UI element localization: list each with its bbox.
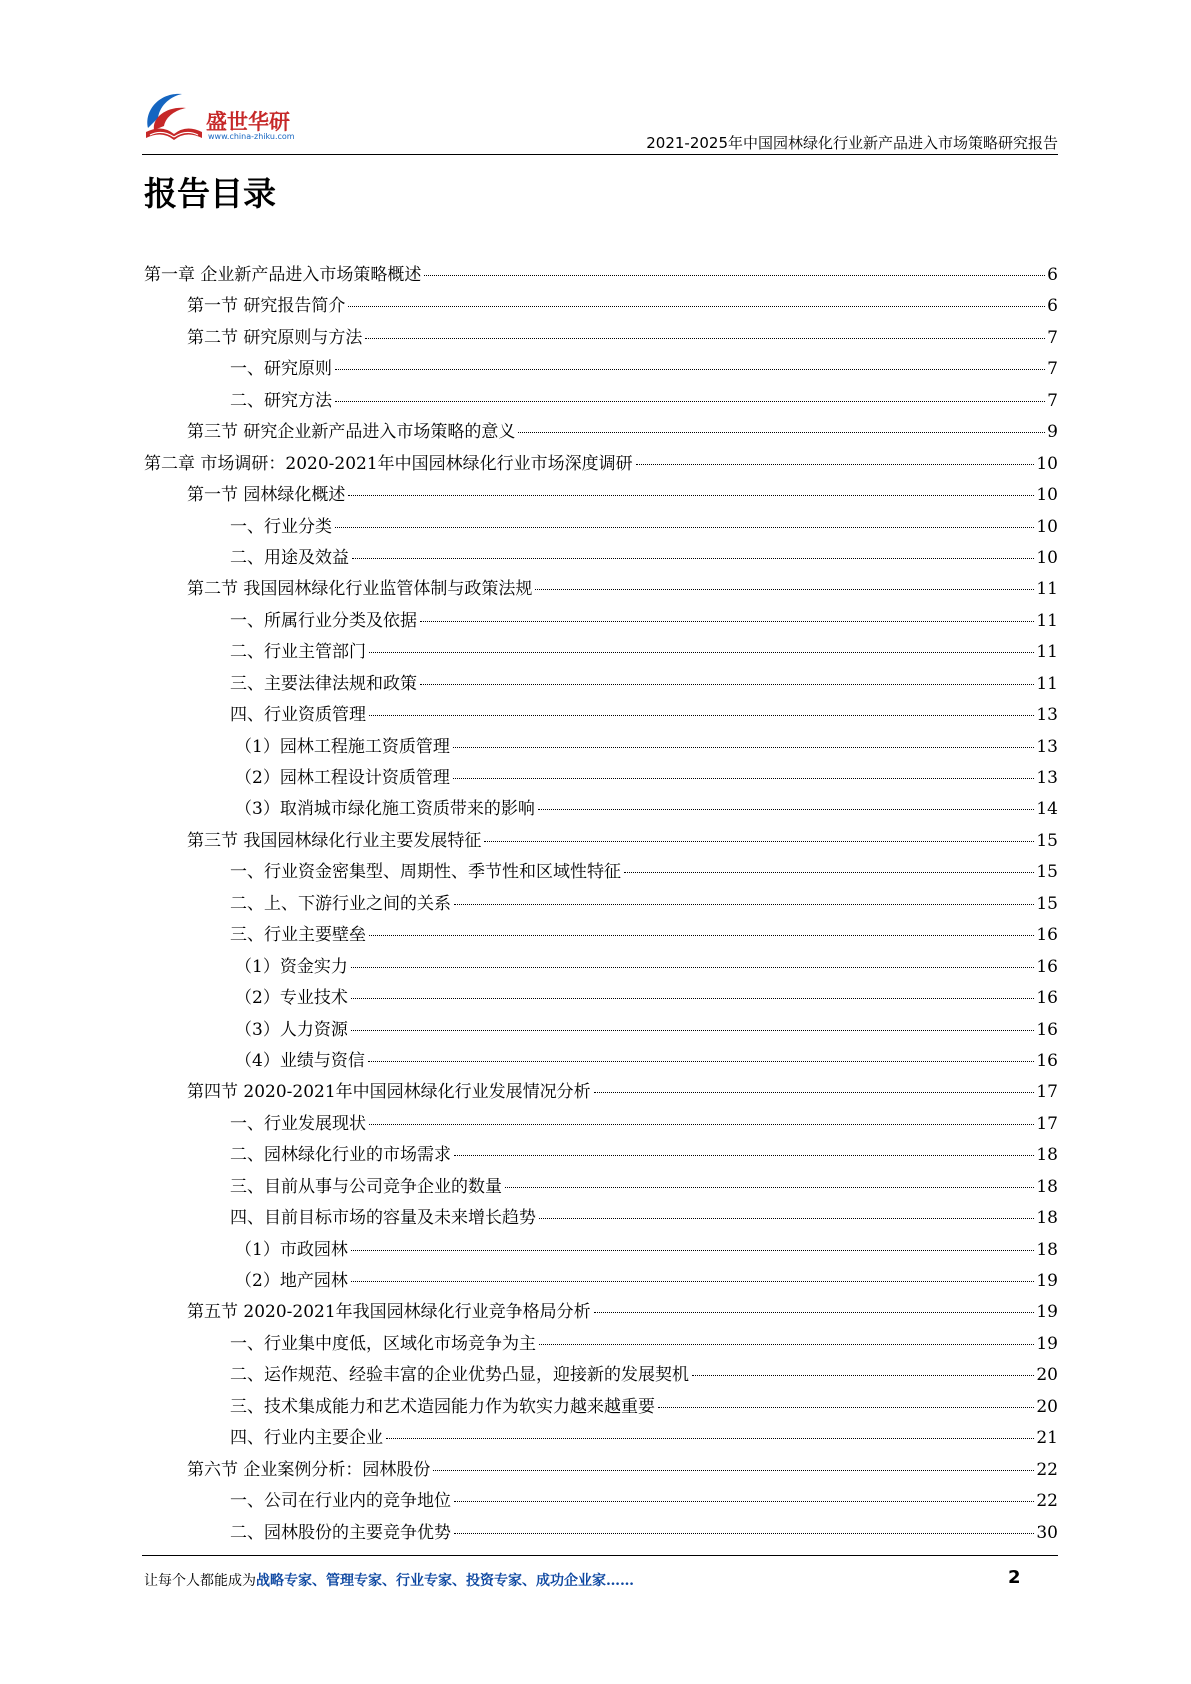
toc-dot-leader	[636, 464, 1035, 465]
toc-dot-leader	[420, 621, 1034, 622]
toc-entry[interactable]	[144, 417, 1058, 448]
toc-entry[interactable]	[144, 952, 1058, 983]
toc-entry-label: （4）业绩与资信	[235, 1050, 365, 1071]
toc-entry[interactable]	[144, 1297, 1058, 1328]
toc-entry-page: 18	[1036, 1176, 1058, 1197]
toc-dot-leader	[484, 841, 1034, 842]
toc-entry[interactable]	[144, 637, 1058, 668]
toc-dot-leader	[335, 527, 1034, 528]
page-header	[142, 84, 1058, 158]
toc-entry-label: 二、行业主管部门	[230, 642, 366, 663]
toc-entry[interactable]	[144, 920, 1058, 951]
toc-entry[interactable]	[144, 763, 1058, 794]
toc-entry-label: 四、行业资质管理	[230, 705, 366, 726]
toc-entry-page: 15	[1036, 830, 1058, 851]
toc-entry[interactable]	[144, 260, 1058, 291]
header-divider	[142, 154, 1058, 155]
toc-entry[interactable]	[144, 449, 1058, 480]
toc-entry-label: 二、运作规范、经验丰富的企业优势凸显，迎接新的发展契机	[230, 1365, 689, 1386]
toc-entry-label: 第六节 企业案例分析：园林股份	[187, 1459, 431, 1480]
toc-entry-page: 30	[1036, 1522, 1058, 1543]
toc-dot-leader	[453, 747, 1035, 748]
toc-entry-label: （1）资金实力	[235, 956, 348, 977]
toc-entry-page: 19	[1036, 1333, 1058, 1354]
toc-dot-leader	[369, 935, 1034, 936]
toc-entry-label: （3）取消城市绿化施工资质带来的影响	[235, 799, 535, 820]
toc-entry-label: 第二章 市场调研：2020-2021年中国园林绿化行业市场深度调研	[144, 453, 633, 474]
toc-entry-page: 20	[1036, 1365, 1058, 1386]
toc-entry[interactable]	[144, 1140, 1058, 1171]
toc-entry[interactable]	[144, 1392, 1058, 1423]
toc-entry[interactable]	[144, 1266, 1058, 1297]
table-of-contents	[144, 260, 1058, 1549]
toc-entry[interactable]	[144, 1360, 1058, 1391]
toc-entry[interactable]	[144, 794, 1058, 825]
toc-entry[interactable]	[144, 732, 1058, 763]
toc-dot-leader	[351, 1250, 1035, 1251]
toc-entry[interactable]	[144, 480, 1058, 511]
toc-entry-page: 18	[1036, 1239, 1058, 1260]
footer-slogan	[144, 1570, 634, 1590]
toc-entry-label: 一、研究原则	[230, 359, 332, 380]
toc-entry[interactable]	[144, 291, 1058, 322]
toc-entry-page: 13	[1036, 736, 1058, 757]
toc-dot-leader	[454, 1501, 1034, 1502]
toc-entry[interactable]	[144, 983, 1058, 1014]
toc-entry-label: 三、主要法律法规和政策	[230, 673, 417, 694]
toc-entry-page: 7	[1047, 327, 1058, 348]
toc-dot-leader	[539, 1344, 1034, 1345]
toc-entry-label: （2）地产园林	[235, 1271, 348, 1291]
toc-entry[interactable]	[144, 1486, 1058, 1517]
toc-dot-leader	[454, 1533, 1034, 1534]
toc-entry[interactable]	[144, 669, 1058, 700]
toc-dot-leader	[424, 275, 1045, 276]
toc-dot-leader	[386, 1438, 1034, 1439]
toc-entry-label: 二、用途及效益	[230, 547, 349, 568]
toc-entry[interactable]	[144, 606, 1058, 637]
toc-entry-label: （2）园林工程设计资质管理	[235, 768, 450, 788]
report-title: 2021-2025年中国园林绿化行业新产品进入市场策略研究报告	[646, 134, 1058, 152]
toc-entry-page: 18	[1036, 1145, 1058, 1166]
toc-entry-page: 22	[1036, 1491, 1058, 1512]
toc-entry-page: 9	[1047, 422, 1058, 443]
toc-entry-label: 三、行业主要壁垒	[230, 925, 366, 946]
toc-entry-page: 16	[1036, 988, 1058, 1009]
toc-entry[interactable]	[144, 1015, 1058, 1046]
toc-entry[interactable]	[144, 857, 1058, 888]
toc-dot-leader	[538, 809, 1035, 810]
toc-entry[interactable]	[144, 889, 1058, 920]
toc-dot-leader	[369, 652, 1034, 653]
toc-entry[interactable]	[144, 700, 1058, 731]
toc-entry[interactable]	[144, 1329, 1058, 1360]
toc-dot-leader	[420, 684, 1034, 685]
toc-dot-leader	[535, 589, 1034, 590]
toc-dot-leader	[505, 1187, 1034, 1188]
toc-entry-label: 一、行业资金密集型、周期性、季节性和区域性特征	[230, 862, 621, 883]
toc-entry-page: 16	[1036, 956, 1058, 977]
toc-entry-label: 第一节 园林绿化概述	[187, 485, 346, 506]
toc-dot-leader	[692, 1375, 1034, 1376]
toc-entry-page: 20	[1036, 1396, 1058, 1417]
toc-entry-label: 一、行业集中度低，区域化市场竞争为主	[230, 1333, 536, 1354]
toc-entry-page: 10	[1036, 516, 1058, 537]
toc-dot-leader	[351, 998, 1035, 999]
toc-dot-leader	[369, 715, 1034, 716]
toc-entry-label: 一、所属行业分类及依据	[230, 610, 417, 631]
toc-entry-label: （1）园林工程施工资质管理	[235, 736, 450, 757]
toc-entry-page: 19	[1036, 1271, 1058, 1291]
toc-dot-leader	[348, 306, 1045, 307]
toc-dot-leader	[454, 1155, 1034, 1156]
toc-entry-label: 三、技术集成能力和艺术造园能力作为软实力越来越重要	[230, 1396, 655, 1417]
toc-entry-page: 11	[1036, 673, 1058, 694]
toc-entry-label: 第一节 研究报告简介	[187, 296, 346, 317]
toc-dot-leader	[518, 432, 1045, 433]
toc-entry[interactable]	[144, 1046, 1058, 1077]
toc-entry[interactable]	[144, 323, 1058, 354]
toc-dot-leader	[348, 495, 1034, 496]
toc-dot-leader	[352, 558, 1034, 559]
toc-entry-label: 二、研究方法	[230, 390, 332, 411]
toc-entry[interactable]	[144, 1455, 1058, 1486]
toc-entry[interactable]	[144, 354, 1058, 385]
toc-entry-page: 6	[1047, 265, 1058, 285]
toc-entry-page: 16	[1036, 925, 1058, 946]
toc-entry-page: 13	[1036, 768, 1058, 788]
page-number: 2	[1008, 1567, 1021, 1588]
toc-dot-leader	[351, 1281, 1035, 1282]
book-swoosh-logo-icon	[142, 88, 204, 144]
toc-dot-leader	[539, 1218, 1034, 1219]
toc-dot-leader	[594, 1312, 1035, 1313]
toc-dot-leader	[624, 872, 1034, 873]
toc-dot-leader	[594, 1092, 1035, 1093]
toc-entry-label: 第三节 研究企业新产品进入市场策略的意义	[187, 422, 516, 443]
toc-entry-page: 11	[1036, 579, 1058, 600]
toc-entry-label: 第五节 2020-2021年我国园林绿化行业竞争格局分析	[187, 1302, 591, 1323]
toc-entry-label: （3）人力资源	[235, 1019, 348, 1040]
toc-entry-label: 第三节 我国园林绿化行业主要发展特征	[187, 830, 482, 851]
toc-dot-leader	[335, 401, 1045, 402]
toc-dot-leader	[454, 904, 1034, 905]
toc-entry-label: 四、行业内主要企业	[230, 1428, 383, 1449]
toc-entry[interactable]	[144, 1518, 1058, 1549]
toc-entry-page: 15	[1036, 862, 1058, 883]
toc-entry-page: 10	[1036, 453, 1058, 474]
company-logo	[142, 84, 307, 148]
logo-website-url: www.china-zhiku.com	[208, 132, 295, 141]
toc-dot-leader	[368, 1061, 1035, 1062]
slogan-highlight-text: 战略专家、管理专家、行业专家、投资专家、成功企业家……	[256, 1573, 634, 1589]
toc-entry-label: （1）市政园林	[235, 1239, 348, 1260]
toc-entry-page: 19	[1036, 1302, 1058, 1323]
toc-entry[interactable]	[144, 512, 1058, 543]
toc-entry-page: 7	[1047, 359, 1058, 380]
toc-entry[interactable]	[144, 543, 1058, 574]
slogan-lead-text: 让每个人都能成为	[144, 1573, 256, 1589]
page-title: 报告目录	[144, 174, 276, 213]
toc-entry-label: 二、园林绿化行业的市场需求	[230, 1145, 451, 1166]
toc-dot-leader	[365, 338, 1045, 339]
logo-company-name: 盛世华研	[206, 110, 290, 134]
toc-entry-label: 第四节 2020-2021年中国园林绿化行业发展情况分析	[187, 1082, 591, 1103]
toc-entry-page: 14	[1036, 799, 1058, 820]
toc-entry[interactable]	[144, 386, 1058, 417]
toc-dot-leader	[351, 967, 1035, 968]
toc-entry[interactable]	[144, 574, 1058, 605]
toc-entry-page: 11	[1036, 642, 1058, 663]
toc-dot-leader	[369, 1124, 1034, 1125]
toc-dot-leader	[433, 1470, 1034, 1471]
toc-entry-label: 一、公司在行业内的竞争地位	[230, 1491, 451, 1512]
toc-entry-label: （2）专业技术	[235, 988, 348, 1009]
toc-entry-label: 一、行业分类	[230, 516, 332, 537]
toc-entry-page: 10	[1036, 547, 1058, 568]
toc-entry[interactable]	[144, 1077, 1058, 1108]
toc-entry-page: 10	[1036, 485, 1058, 506]
toc-entry[interactable]	[144, 826, 1058, 857]
toc-entry-label: 三、目前从事与公司竞争企业的数量	[230, 1176, 502, 1197]
toc-dot-leader	[658, 1407, 1034, 1408]
toc-entry-label: 一、行业发展现状	[230, 1113, 366, 1134]
toc-entry-label: 第二节 我国园林绿化行业监管体制与政策法规	[187, 579, 533, 600]
toc-entry-label: 第二节 研究原则与方法	[187, 327, 363, 348]
toc-entry-page: 16	[1036, 1019, 1058, 1040]
toc-entry-page: 17	[1036, 1082, 1058, 1103]
toc-entry-page: 6	[1047, 296, 1058, 317]
toc-entry-page: 17	[1036, 1113, 1058, 1134]
toc-entry-page: 16	[1036, 1050, 1058, 1071]
toc-entry-label: 四、目前目标市场的容量及未来增长趋势	[230, 1208, 536, 1229]
toc-entry[interactable]	[144, 1109, 1058, 1140]
toc-entry-label: 二、园林股份的主要竞争优势	[230, 1522, 451, 1543]
toc-entry[interactable]	[144, 1172, 1058, 1203]
toc-entry-page: 21	[1036, 1428, 1058, 1449]
toc-entry-page: 18	[1036, 1208, 1058, 1229]
toc-entry-label: 第一章 企业新产品进入市场策略概述	[144, 265, 422, 285]
toc-dot-leader	[351, 1030, 1035, 1031]
toc-entry[interactable]	[144, 1203, 1058, 1234]
toc-entry-page: 13	[1036, 705, 1058, 726]
footer-divider	[142, 1555, 1058, 1556]
toc-entry-label: 二、上、下游行业之间的关系	[230, 893, 451, 914]
toc-entry-page: 7	[1047, 390, 1058, 411]
toc-entry[interactable]	[144, 1235, 1058, 1266]
toc-entry-page: 11	[1036, 610, 1058, 631]
toc-dot-leader	[453, 778, 1035, 779]
toc-entry-page: 22	[1036, 1459, 1058, 1480]
toc-entry-page: 15	[1036, 893, 1058, 914]
toc-entry[interactable]	[144, 1423, 1058, 1454]
toc-dot-leader	[335, 369, 1045, 370]
